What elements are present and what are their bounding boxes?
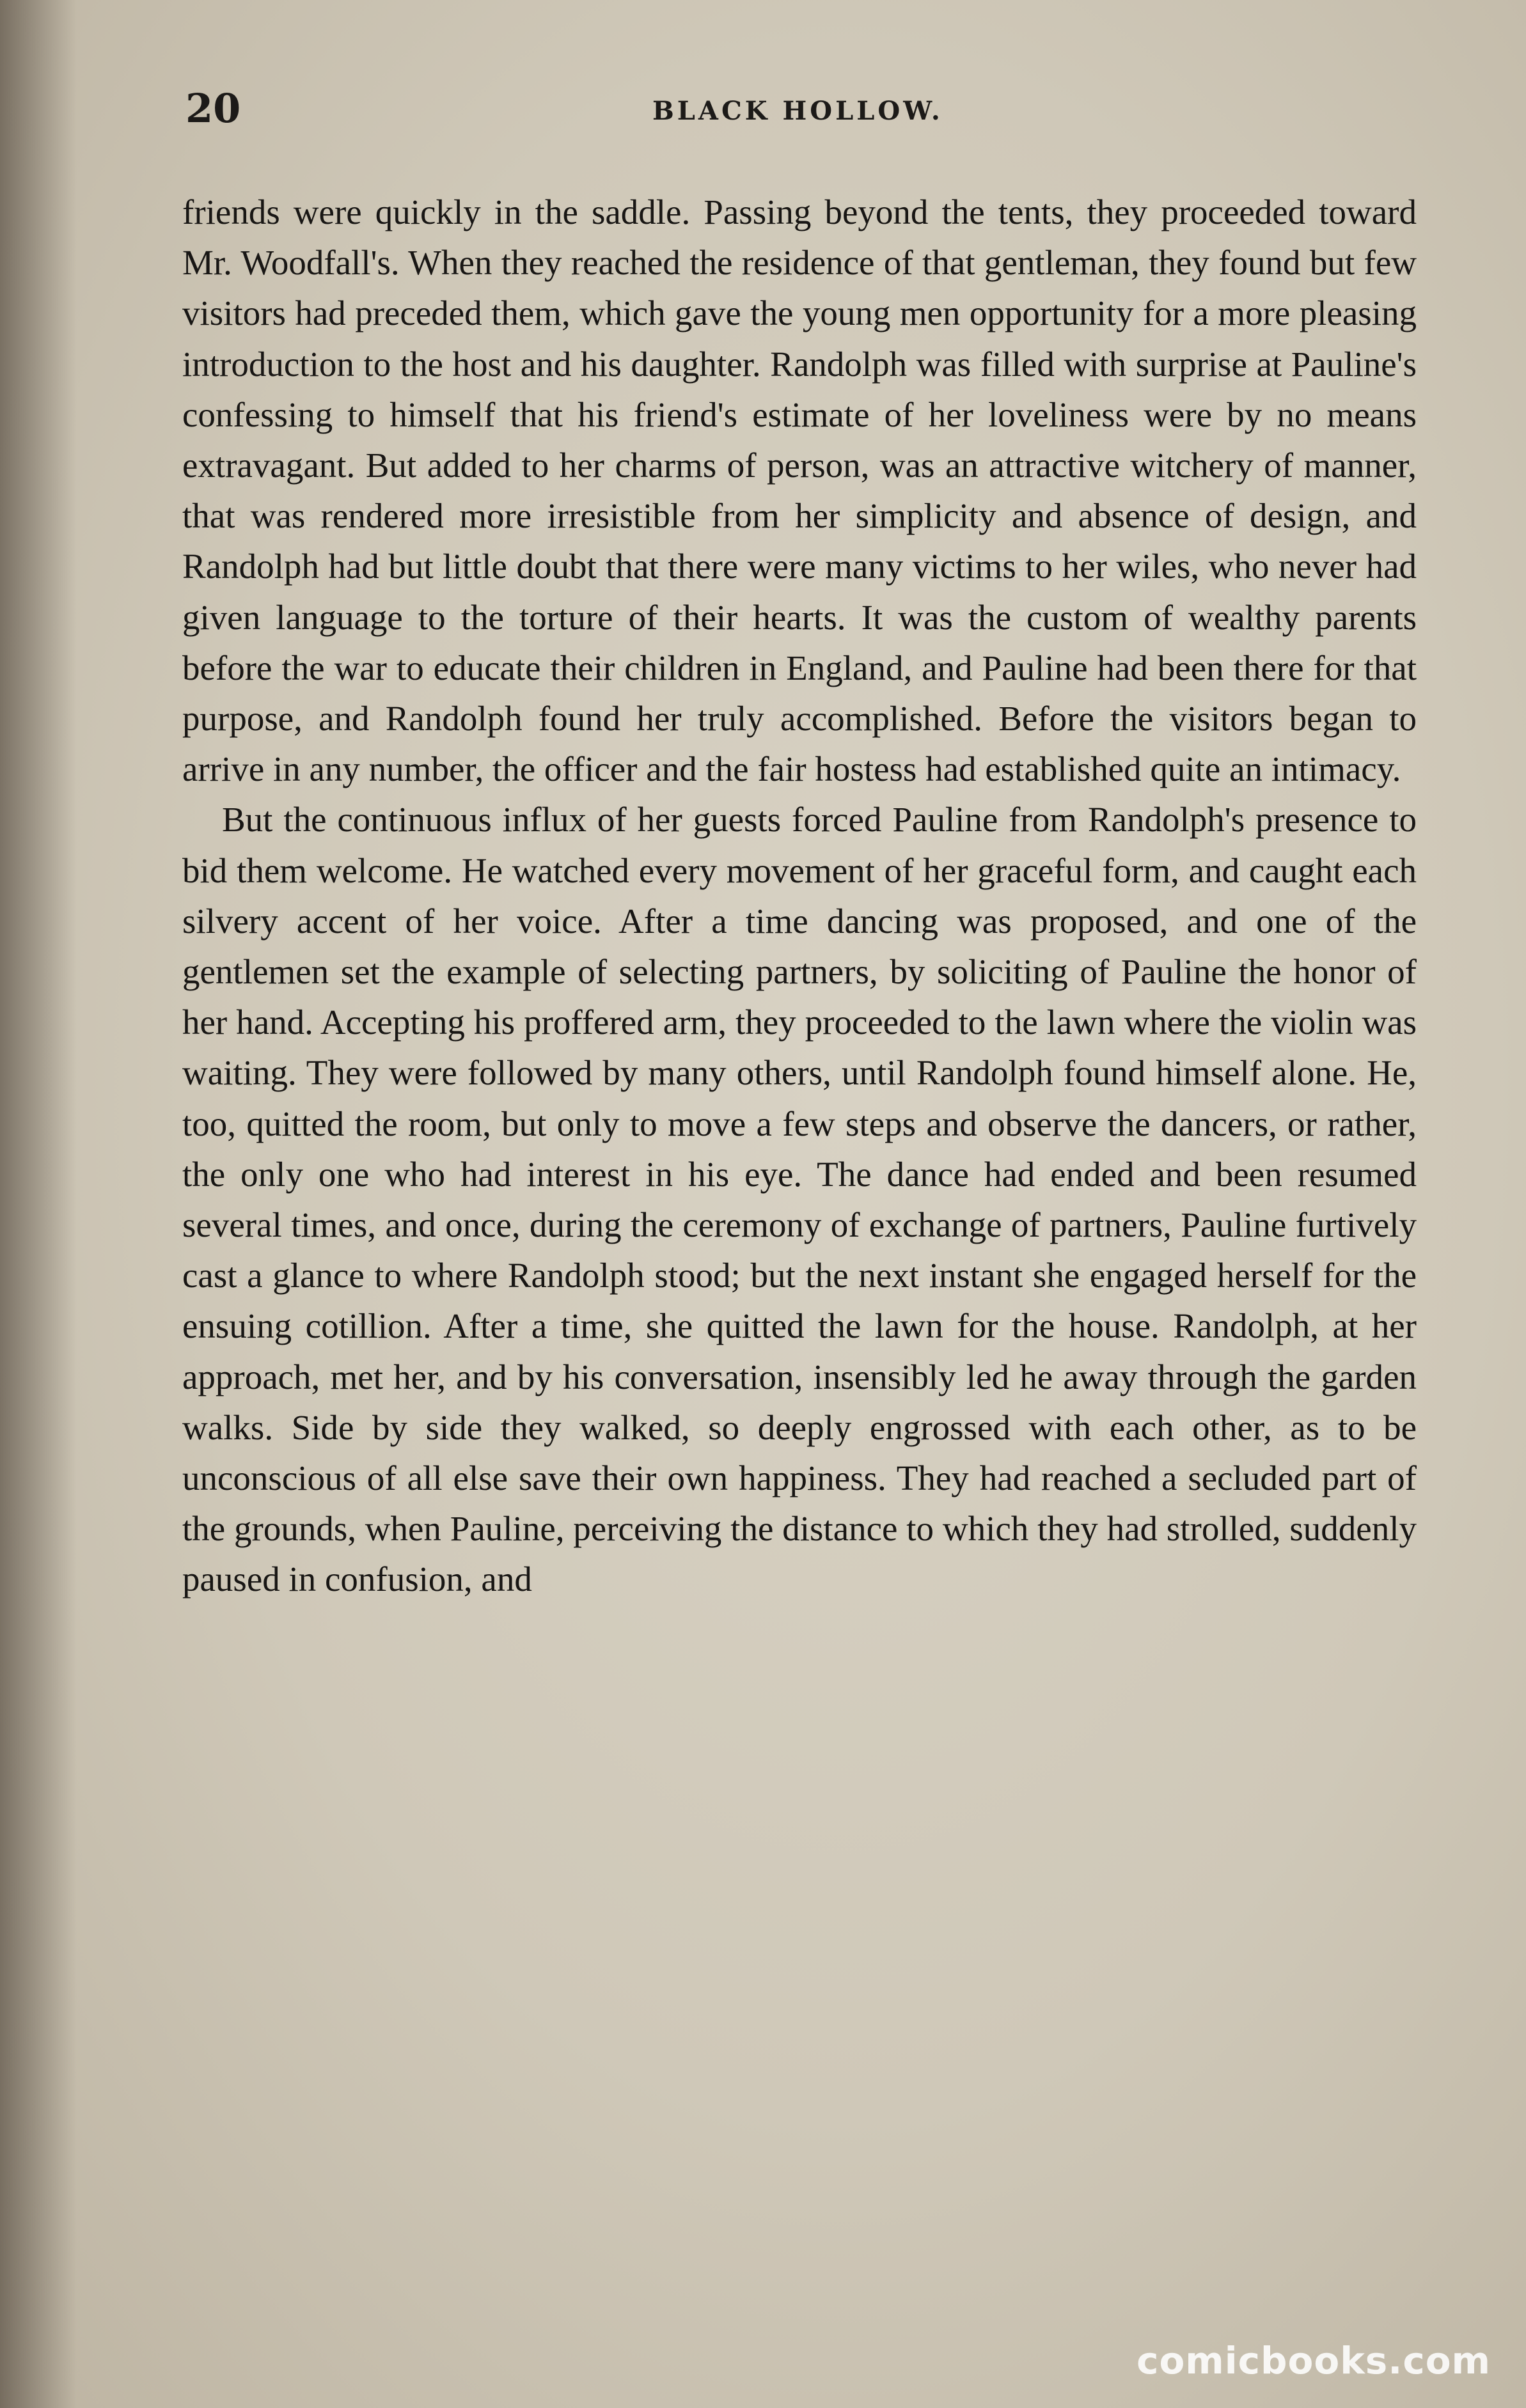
- gutter-shadow: [0, 0, 77, 2408]
- running-head: [185, 83, 1439, 134]
- watermark: comicbooks.com: [1137, 2339, 1491, 2382]
- body-text: [182, 187, 1417, 1605]
- paragraph-1: friends were quickly in the saddle. Passing beyond the tents, they proceeded toward Mr. Woodfall's. When they reached the residence of that gentleman, they found but few visitors had preceded them, which gave the young men opportunity for a more pleasing introduction to the host and his daughter. Randolph was filled with surprise at Pauline's confessing to himself that his friend's estimate of her loveliness were by no means extravagant. But added to her charms of person, was an attractive witchery of manner, that was rendered more irresistible from her simplicity and absence of design, and Randolph had but little doubt that there were many victims to her wiles, who never had given language to the torture of their hearts. It was the custom of wealthy parents before the war to educate their children in England, and Pauline had been there for that purpose, and Randolph found her truly accomplished. Before the visitors began to arrive in any number, the officer and the fair hostess had established quite an intimacy.: [182, 192, 1417, 789]
- paragraph-2: But the continuous influx of her guests forced Pauline from Randolph's presence to bid them welcome. He watched every movement of her graceful form, and caught each silvery accent of her voice. After a time dancing was proposed, and one of the gentlemen set the example of selecting partners, by soliciting of Pauline the honor of her hand. Accepting his proffered arm, they proceeded to the lawn where the violin was waiting. They were followed by many others, until Randolph found himself alone. He, too, quitted the room, but only to move a few steps and observe the dancers, or rather, the only one who had interest in his eye. The dance had ended and been resumed several times, and once, during the ceremony of exchange of partners, Pauline furtively cast a glance to where Randolph stood; but the next instant she engaged herself for the ensuing cotillion. After a time, she quitted the lawn for the house. Randolph, at her approach, met her, and by his conversation, insensibly led he away through the garden walks. Side by side they walked, so deeply engrossed with each other, as to be unconscious of all else save their own happiness. They had reached a secluded part of the grounds, when Pauline, perceiving the distance to which they had strolled, suddenly paused in confusion, and: [182, 800, 1417, 1599]
- running-title: BLACK HOLLOW.: [652, 96, 943, 126]
- page-number: 20: [185, 85, 241, 132]
